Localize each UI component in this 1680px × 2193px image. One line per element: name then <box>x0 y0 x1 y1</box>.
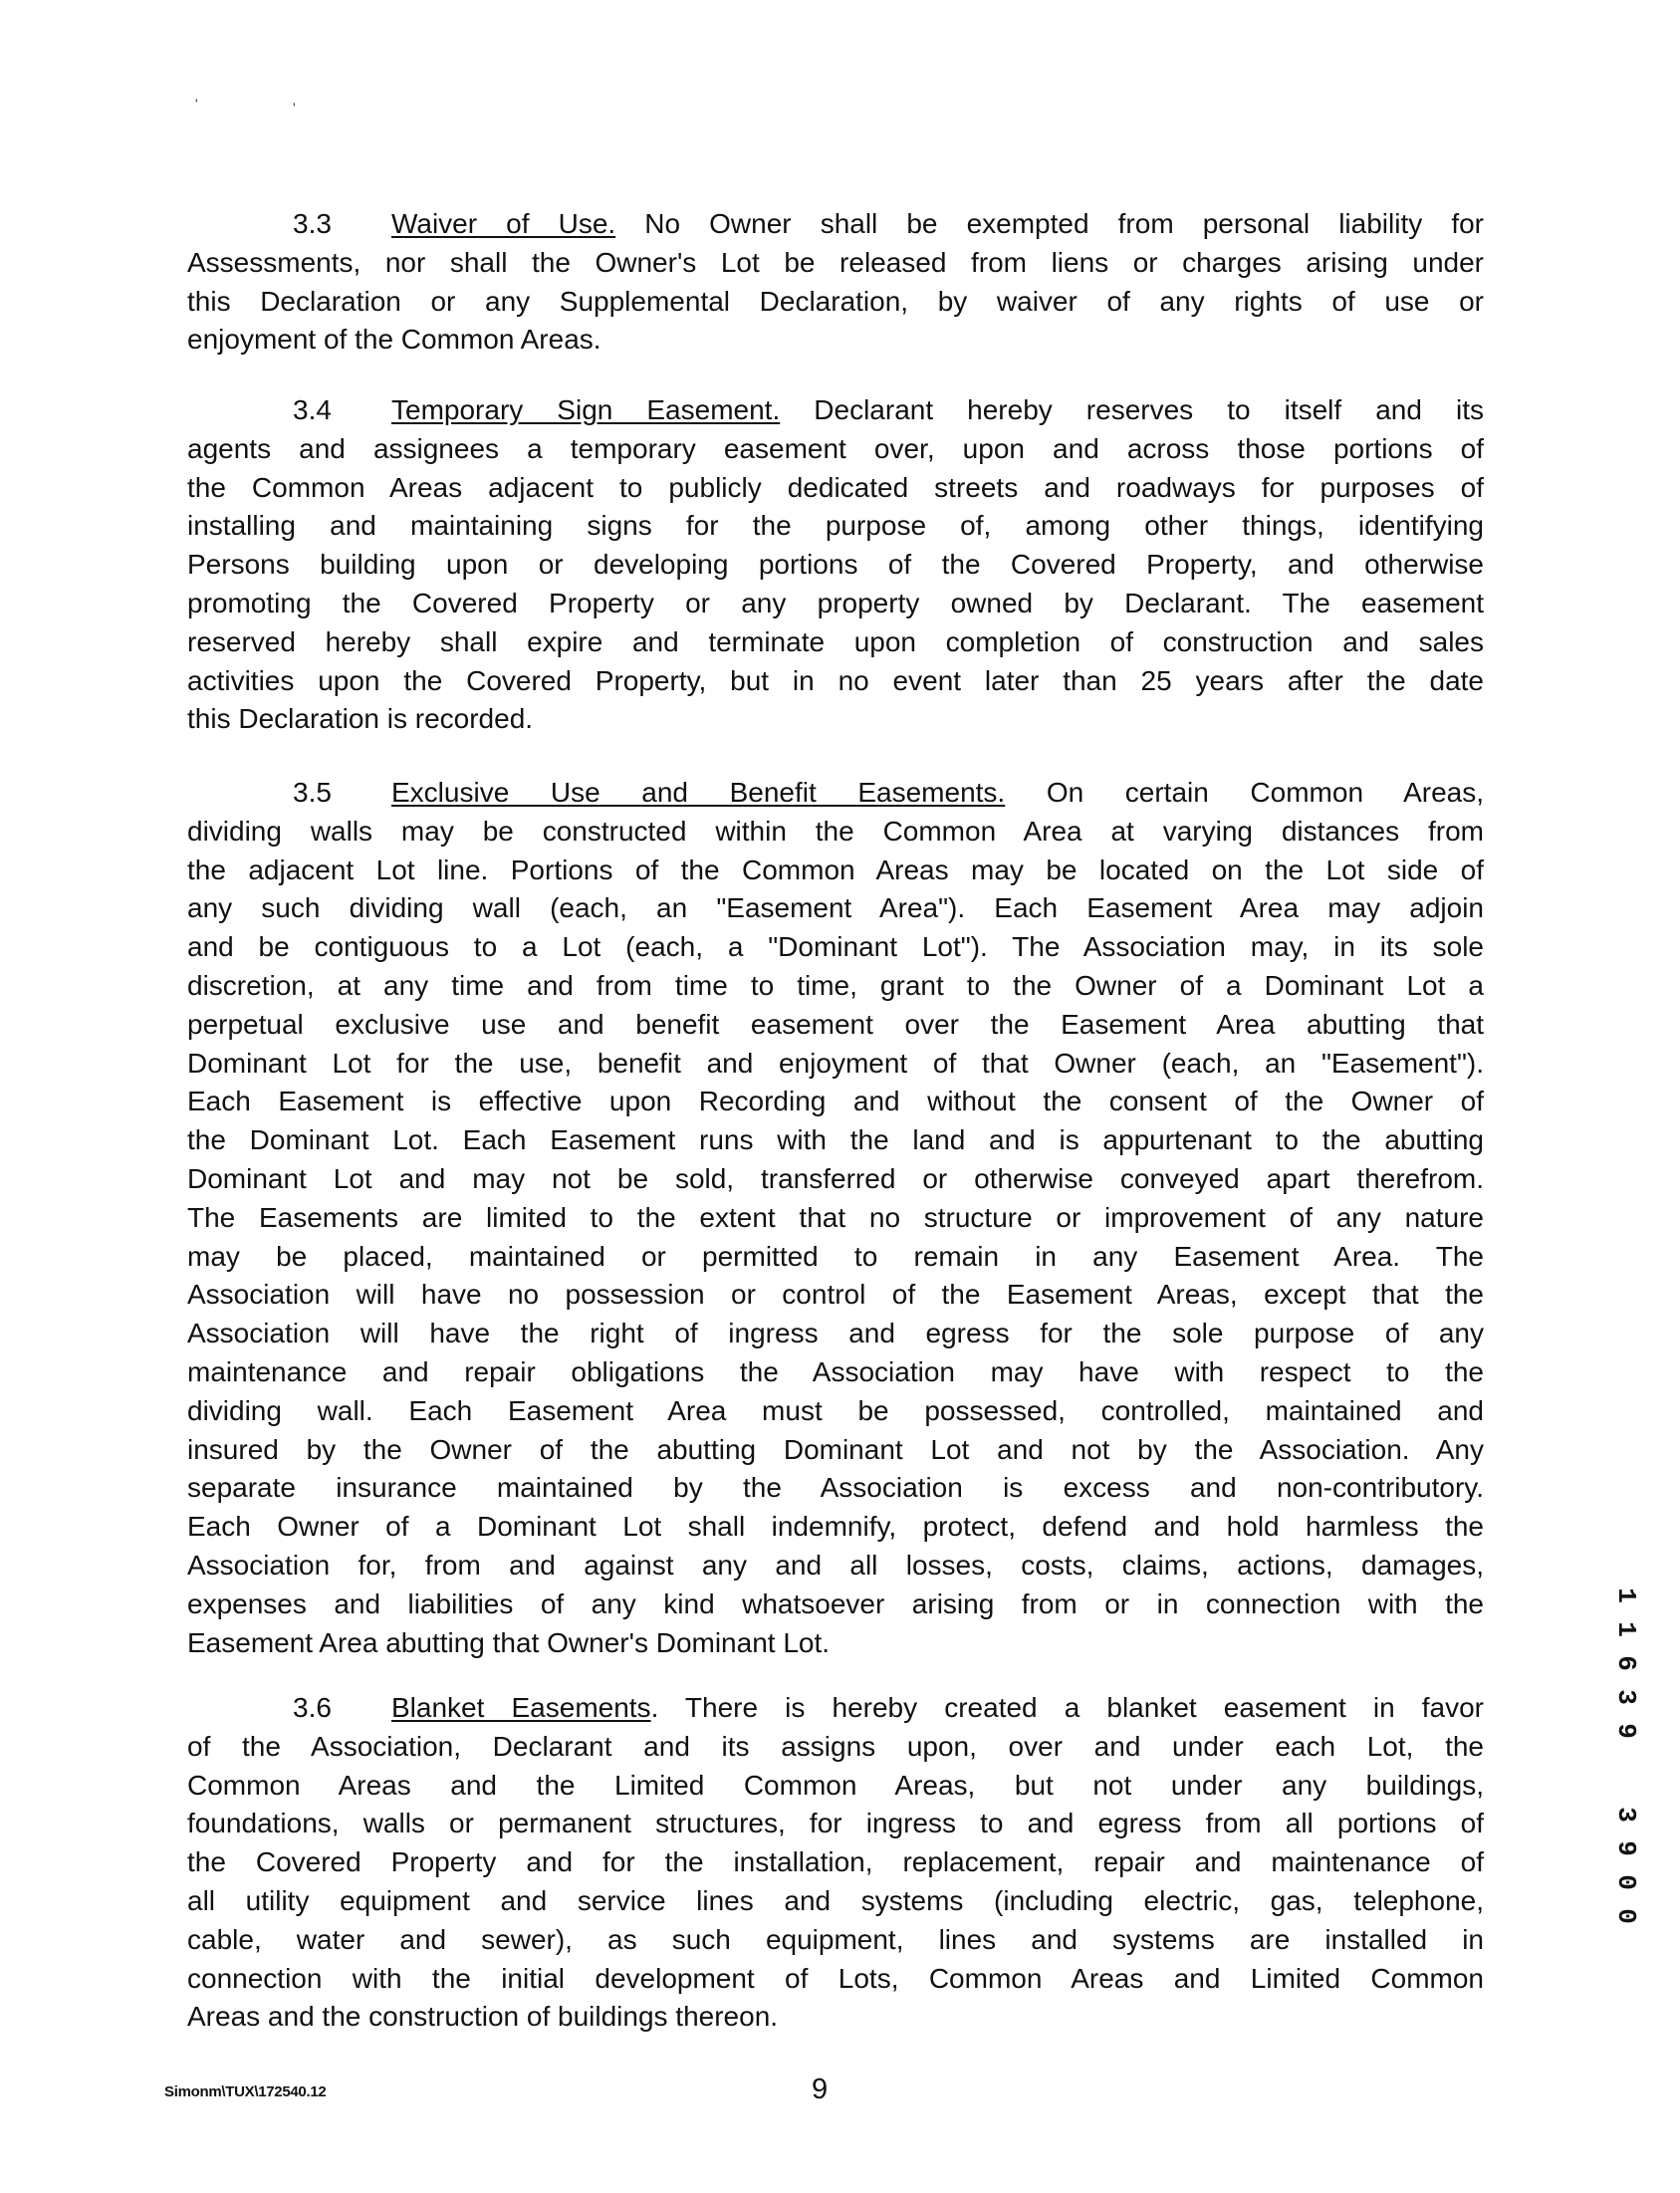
section-title: Blanket Easements <box>391 1692 651 1723</box>
section-line: separate insurance maintained by the Association is excess and non-contributory. <box>187 1472 1484 1504</box>
section-line: Dominant Lot for the use, benefit and enjoyment of that Owner (each, an "Easement"). <box>187 1047 1484 1079</box>
section-line: dividing wall. Each Easement Area must be possessed, controlled, maintained and <box>187 1394 1484 1426</box>
section-line: Persons building upon or developing portions of the Covered Property, and otherwise <box>187 549 1484 581</box>
scan-mark: ' <box>195 96 198 112</box>
section-line: Assessments, nor shall the Owner's Lot be released from liens or charges arising under <box>187 246 1484 278</box>
section-line: and be contiguous to a Lot (each, a "Dominant Lot"). The Association may, in its sole <box>187 931 1484 963</box>
section-line: the adjacent Lot line. Portions of the Common Areas may be located on the Lot side of <box>187 853 1484 885</box>
section-title: Waiver of Use. <box>391 208 616 239</box>
section-line: agents and assignees a temporary easement over, upon and across those portions of <box>187 432 1484 464</box>
section-number: 3.5 <box>293 777 332 808</box>
section-line: Easement Area abutting that Owner's Dominant Lot. <box>187 1626 831 1658</box>
section-line: expenses and liabilities of any kind whatsoever arising from or in connection with the <box>187 1587 1484 1619</box>
section-line: Common Areas and the Limited Common Areas, but not under any buildings, <box>187 1769 1484 1801</box>
section-line: this Declaration is recorded. <box>187 703 534 735</box>
stamp-digit: 9 <box>1611 1840 1641 1856</box>
section-line: perpetual exclusive use and benefit easement over the Easement Area abutting that <box>187 1008 1484 1040</box>
section-first-line <box>187 391 1484 430</box>
section-line: Association will have the right of ingress and egress for the sole purpose of any <box>187 1318 1484 1349</box>
section-line: of the Association, Declarant and its assigns upon, over and under each Lot, the <box>187 1730 1484 1762</box>
section-line: connection with the initial development of Lots, Common Areas and Limited Common <box>187 1962 1484 1994</box>
section-line: insured by the Owner of the abutting Dominant Lot and not by the Association. Any <box>187 1433 1484 1465</box>
section-line: reserved hereby shall expire and terminate upon completion of construction and sales <box>187 625 1484 657</box>
stamp-digit: 6 <box>1611 1655 1641 1671</box>
stamp-digit: 1 <box>1611 1621 1641 1637</box>
stamp-digit: 3 <box>1611 1689 1641 1705</box>
section-title: Temporary Sign Easement. <box>391 394 781 425</box>
section-line: the Covered Property and for the installation, replacement, repair and maintenance of <box>187 1846 1484 1878</box>
section-first-line <box>187 1689 1484 1728</box>
section-3-5 <box>187 774 1484 1662</box>
stamp-digit: 1 <box>1611 1587 1641 1603</box>
section-line: installing and maintaining signs for the purpose of, among other things, identifying <box>187 510 1484 542</box>
stamp-digit: 3 <box>1611 1807 1641 1823</box>
page-number: 9 <box>812 2073 829 2105</box>
section-line: Association for, from and against any and all losses, costs, claims, actions, damages, <box>187 1549 1484 1581</box>
stamp-digit <box>1601 1755 1651 1791</box>
recording-number-stamp <box>1608 1579 1644 1933</box>
section-line: foundations, walls or permanent structures, for ingress to and egress from all portions of <box>187 1808 1484 1839</box>
section-first-line <box>187 774 1484 813</box>
section-text: On certain Common Areas, <box>1046 777 1484 808</box>
section-line: The Easements are limited to the extent that no structure or improvement of any nature <box>187 1201 1484 1233</box>
section-number: 3.4 <box>293 394 332 425</box>
section-title: Exclusive Use and Benefit Easements. <box>391 777 1006 808</box>
stamp-digit: 0 <box>1611 1874 1641 1890</box>
section-line: enjoyment of the Common Areas. <box>187 324 601 356</box>
section-3-4 <box>187 391 1484 739</box>
stamp-digit: 0 <box>1611 1908 1641 1924</box>
section-line: the Dominant Lot. Each Easement runs with the land and is appurtenant to the abutting <box>187 1124 1484 1156</box>
section-line: may be placed, maintained or permitted to remain in any Easement Area. The <box>187 1240 1484 1272</box>
section-3-6 <box>187 1689 1484 2037</box>
section-line: Association will have no possession or control of the Easement Areas, except that the <box>187 1279 1484 1311</box>
section-line: Each Owner of a Dominant Lot shall indemnify, protect, defend and hold harmless the <box>187 1511 1484 1543</box>
section-line: maintenance and repair obligations the Association may have with respect to the <box>187 1355 1484 1387</box>
stamp-digit: 9 <box>1611 1723 1641 1739</box>
section-first-line <box>187 205 1484 244</box>
section-line: discretion, at any time and from time to time, grant to the Owner of a Dominant Lot a <box>187 969 1484 1001</box>
section-line: promoting the Covered Property or any property owned by Declarant. The easement <box>187 587 1484 618</box>
section-line: any such dividing wall (each, an "Easement Area"). Each Easement Area may adjoin <box>187 892 1484 924</box>
section-line: Dominant Lot and may not be sold, transferred or otherwise conveyed apart therefrom. <box>187 1162 1484 1194</box>
section-line: dividing walls may be constructed within the Common Area at varying distances from <box>187 815 1484 847</box>
section-3-3 <box>187 205 1484 360</box>
scan-mark: ' <box>293 100 296 116</box>
section-number: 3.3 <box>293 208 332 239</box>
section-line: the Common Areas adjacent to publicly dedicated streets and roadways for purposes of <box>187 471 1484 503</box>
section-line: cable, water and sewer), as such equipment, lines and systems are installed in <box>187 1923 1484 1955</box>
section-line: Areas and the construction of buildings thereon. <box>187 2001 779 2033</box>
section-number: 3.6 <box>293 1692 332 1723</box>
section-text: . There is hereby created a blanket easement in favor <box>650 1692 1484 1723</box>
section-line: Each Easement is effective upon Recording and without the consent of the Owner of <box>187 1086 1484 1117</box>
section-text: Declarant hereby reserves to itself and its <box>814 394 1484 425</box>
section-line: activities upon the Covered Property, but in no event later than 25 years after the date <box>187 664 1484 696</box>
section-line: this Declaration or any Supplemental Declaration, by waiver of any rights of use or <box>187 285 1484 317</box>
section-line: all utility equipment and service lines and systems (including electric, gas, telephone, <box>187 1884 1484 1916</box>
document-id: Simonm\TUX\172540.12 <box>164 2083 327 2100</box>
section-text: No Owner shall be exempted from personal liability for <box>644 208 1484 239</box>
